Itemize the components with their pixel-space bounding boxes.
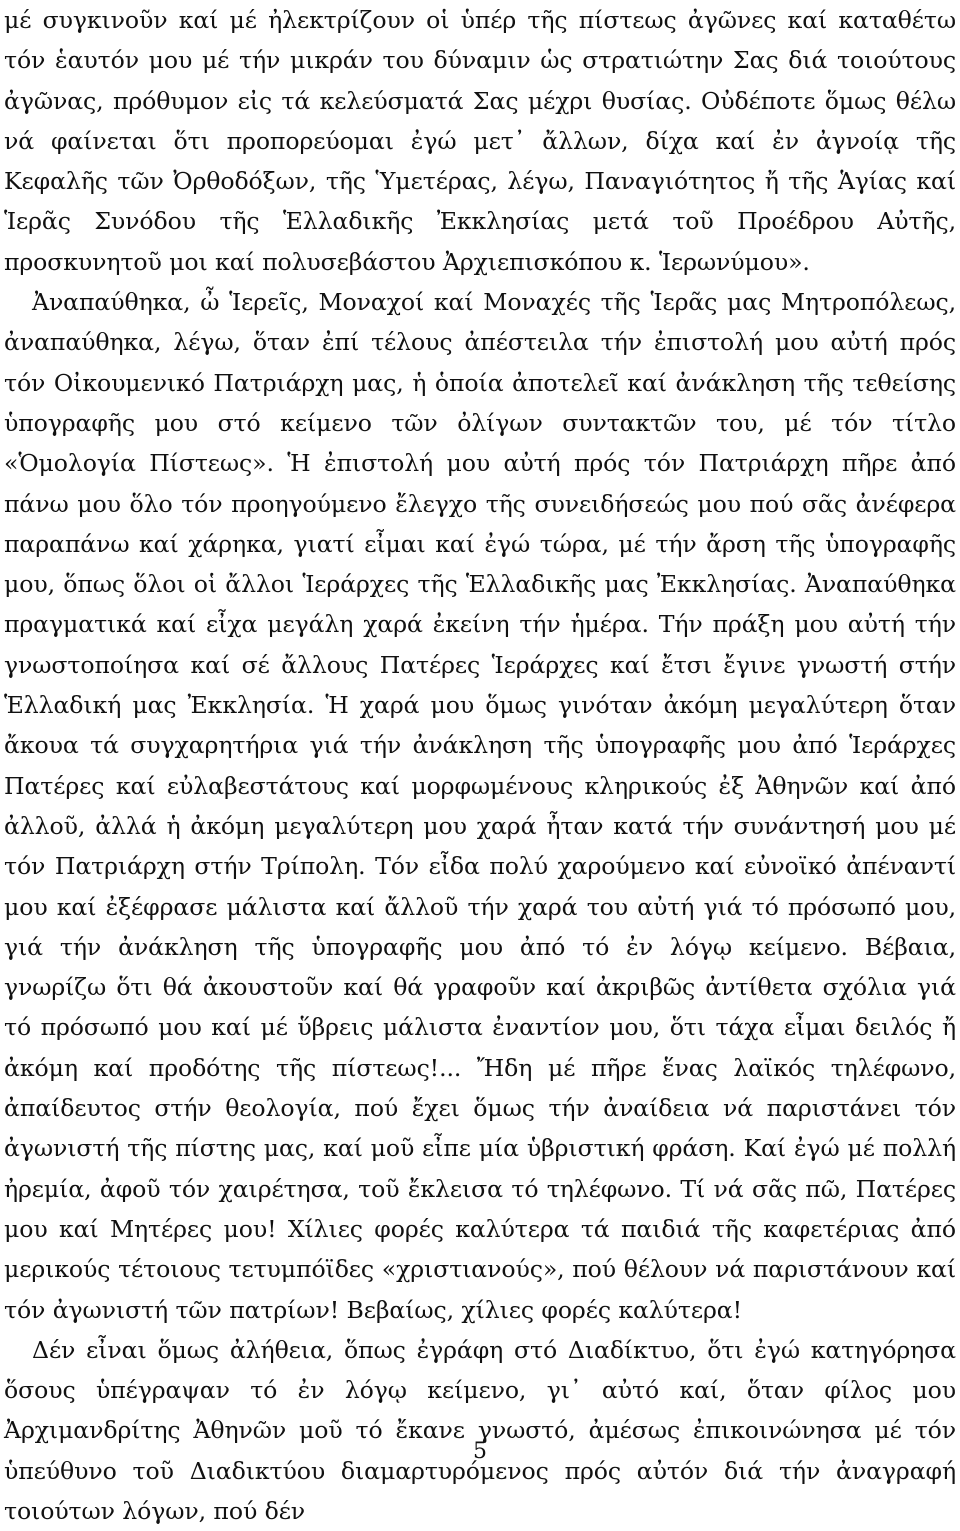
page-number: 5	[473, 1439, 487, 1464]
body-text	[4, 0, 956, 1531]
paragraph-3: Δέν εἶναι ὅμως ἀλήθεια, ὅπως ἐγράφη στό Διαδίκτυο, ὅτι ἐγώ κατηγόρησα ὅσους ὑπέγραψαν τό ἐν λόγῳ κείμενο, γι᾽ αὐτό καί, ὅταν φίλος μου Ἀρχιμανδρίτης Ἀθηνῶν μοῦ τό ἔκανε γνωστό, ἀμέσως ἐπικοινώνησα μέ τόν ὑπεύθυνο τοῦ Διαδικτύου διαμαρτυρόμενος πρός αὐτόν διά τήν ἀναγραφή τοιούτων λόγων, πού δέν	[4, 1335, 956, 1525]
paragraph-1: μέ συγκινοῦν καί μέ ἠλεκτρίζουν οἱ ὑπέρ τῆς πίστεως ἀγῶνες καί καταθέτω τόν ἑαυτόν μου μέ τήν μικράν του δύναμιν ὡς στρατιώτην Σας διά τοιούτους ἀγῶνας, πρόθυμον εἰς τά κελεύσματά Σας μέχρι θυσίας. Οὐδέποτε ὅμως θέλω νά φαίνεται ὅτι προπορεύομαι ἐγώ μετ᾽ ἄλλων, δίχα καί ἐν ἀγνοίᾳ τῆς Κεφαλῆς τῶν Ὀρθοδόξων, τῆς Ὑμετέρας, λέγω, Παναγιότητος ἤ τῆς Ἁγίας καί Ἱερᾶς Συνόδου τῆς Ἑλλαδικῆς Ἐκκλησίας μετά τοῦ Προέδρου Αὐτῆς, προσκυνητοῦ μοι καί πολυσεβάστου Ἀρχιεπισκόπου κ. Ἱερωνύμου».	[4, 6, 956, 276]
paragraph-2: Ἀναπαύθηκα, ὦ Ἱερεῖς, Μοναχοί καί Μοναχές τῆς Ἱερᾶς μας Μητροπόλεως, ἀναπαύθηκα, λέγω, ὅταν ἐπί τέλους ἀπέστειλα τήν ἐπιστολή μου αὐτή πρός τόν Οἰκουμενικό Πατριάρχη μας, ἡ ὁποία ἀποτελεῖ καί ἀνάκληση τῆς τεθείσης ὑπογραφῆς μου στό κείμενο τῶν ὀλίγων συντακτῶν του, μέ τόν τίτλο «Ὁμολογία Πίστεως». Ἡ ἐπιστολή μου αὐτή πρός τόν Πατριάρχη πῆρε ἀπό πάνω μου ὅλο τόν προηγούμενο ἔλεγχο τῆς συνειδήσεώς μου πού σᾶς ἀνέφερα παραπάνω καί χάρηκα, γιατί εἶμαι καί ἐγώ τώρα, μέ τήν ἄρση τῆς ὑπογραφῆς μου, ὅπως ὅλοι οἱ ἄλλοι Ἱεράρχες τῆς Ἑλλαδικῆς μας Ἐκκλησίας. Ἀναπαύθηκα πραγματικά καί εἶχα μεγάλη χαρά ἐκείνη τήν ἡμέρα. Τήν πράξη μου αὐτή τήν γνωστοποίησα καί σέ ἄλλους Πατέρες Ἱεράρχες καί ἔτσι ἔγινε γνωστή στήν Ἑλλαδική μας Ἐκκλησία. Ἡ χαρά μου ὅμως γινόταν ἀκόμη μεγαλύτερη ὅταν ἄκουα τά συγχαρητήρια γιά τήν ἀνάκληση τῆς ὑπογραφῆς μου ἀπό Ἱεράρχες Πατέρες καί εὐλαβεστάτους καί μορφωμένους κληρικούς ἐξ Ἀθηνῶν καί ἀπό ἀλλοῦ, ἀλλά ἡ ἀκόμη μεγαλύτερη μου χαρά ἦταν κατά τήν συνάντησή μου μέ τόν Πατριάρχη στήν Τρίπολη. Τόν εἶδα πολύ χαρούμενο καί εὐνοϊκό ἀπέναντί μου καί ἐξέφρασε μάλιστα καί ἄλλοῦ τήν χαρά του αὐτή γιά τό πρόσωπό μου, γιά τήν ἀνάκληση τῆς ὑπογραφῆς μου ἀπό τό ἐν λόγῳ κείμενο. Βέβαια, γνωρίζω ὅτι θά ἀκουστοῦν καί θά γραφοῦν καί ἀκριβῶς ἀντίθετα σχόλια γιά τό πρόσωπό μου καί μέ ὕβρεις μάλιστα ἐναντίον μου, ὅτι τάχα εἶμαι δειλός ἤ ἀκόμη καί προδότης τῆς πίστεως!... Ἤδη μέ πῆρε ἕνας λαϊκός τηλέφωνο, ἀπαίδευτος στήν θεολογία, πού ἔχει ὅμως τήν ἀναίδεια νά παριστάνει τόν ἀγωνιστή τῆς πίστης μας, καί μοῦ εἶπε μία ὑβριστική φράση. Καί ἐγώ μέ πολλή ἠρεμία, ἀφοῦ τόν χαιρέτησα, τοῦ ἔκλεισα τό τηλέφωνο. Τί νά σᾶς πῶ, Πατέρες μου καί Μητέρες μου! Χίλιες φορές καλύτερα τά παιδιά τῆς καφετέριας ἀπό μερικούς τέτοιους τετυμπόϊδες «χριστιανούς», πού θέλουν νά παριστάνουν καί τόν ἀγωνιστή τῶν πατρίων! Βεβαίως, χίλιες φορές καλύτερα!	[4, 288, 956, 1324]
